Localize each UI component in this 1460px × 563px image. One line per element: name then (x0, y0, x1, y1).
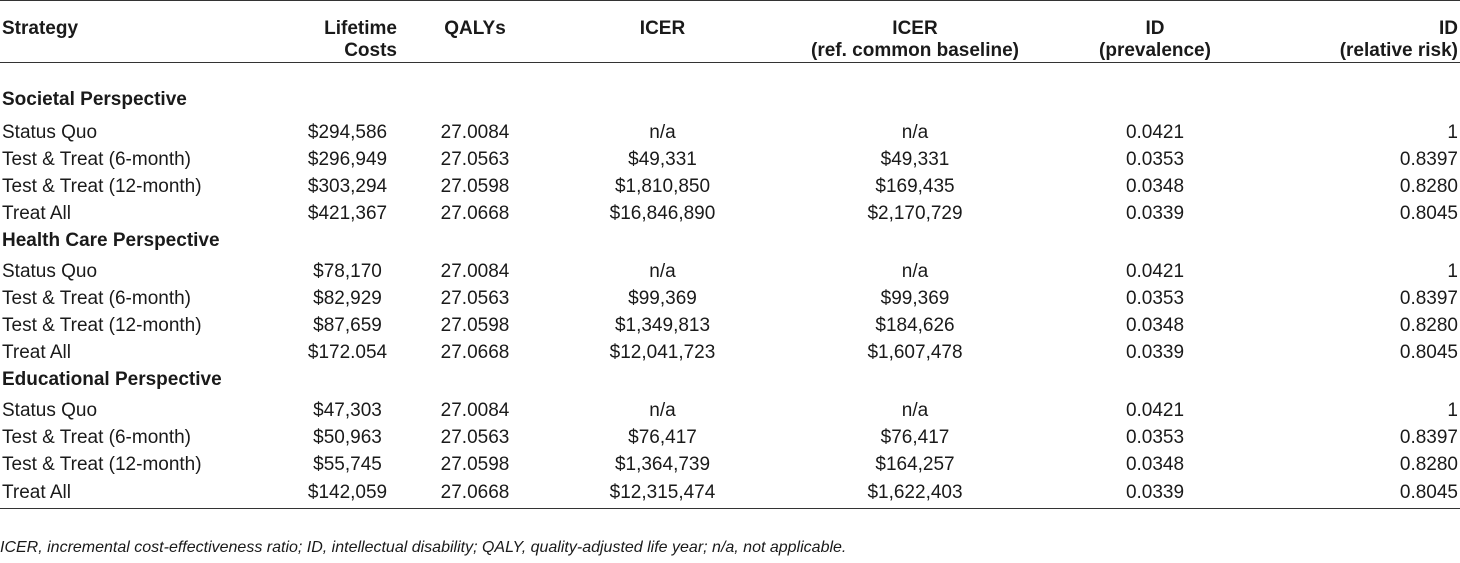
cost-value: $55,745 (313, 453, 382, 475)
lifetime-costs-cell (270, 119, 400, 146)
icer-baseline-cell: $1,622,403 (775, 478, 1055, 509)
lifetime-costs-cell (270, 285, 400, 312)
id-relative-risk-cell: 0.8280 (1399, 453, 1458, 475)
cost-value: $142,059 (307, 482, 388, 503)
strategy-cell: Status Quo (2, 399, 98, 421)
id-prevalence-cell: 0.0339 (1125, 341, 1185, 363)
qalys-cell: 27.0598 (440, 453, 510, 475)
icer-cell: $1,349,813 (614, 314, 711, 336)
header-id-relative-risk: ID (relative risk) (1255, 1, 1460, 63)
icer-cell: $99,369 (628, 287, 697, 309)
strategy-cell: Treat All (2, 341, 71, 363)
section-header-row (0, 366, 1460, 397)
table-row (0, 200, 1460, 227)
header-id-prevalence: ID (prevalence) (1055, 1, 1255, 63)
table-footnote: ICER, incremental cost-effectiveness ratio; ID, intellectual disability; QALY, quality-adjusted life year; n/a, not applicable. (0, 539, 847, 556)
icer-cell: $1,810,850 (614, 175, 711, 197)
strategy-cell: Test & Treat (6-month) (2, 287, 192, 309)
cost-value: $50,963 (313, 426, 382, 448)
cost-value: $82,929 (313, 287, 382, 309)
lifetime-costs-cell (270, 312, 400, 339)
lifetime-costs-cell (270, 258, 400, 285)
strategy-cell: Test & Treat (6-month) (2, 426, 192, 448)
table-row (0, 397, 1460, 424)
icer-cell: $16,846,890 (609, 202, 716, 224)
table-row (0, 312, 1460, 339)
icer-baseline-cell: $184,626 (875, 314, 955, 336)
icer-baseline-cell: $49,331 (880, 148, 950, 170)
strategy-cell: Status Quo (2, 121, 98, 143)
icer-cell: n/a (649, 399, 676, 421)
id-relative-risk-cell: 0.8397 (1399, 287, 1458, 309)
qalys-cell: 27.0563 (440, 426, 510, 448)
icer-cell: $76,417 (628, 426, 697, 448)
qalys-cell: 27.0084 (440, 121, 510, 143)
table-row (0, 146, 1460, 173)
strategy-cell: Test & Treat (12-month) (2, 175, 202, 197)
icer-baseline-cell: $164,257 (875, 453, 955, 475)
qalys-cell: 27.0598 (440, 314, 510, 336)
lifetime-costs-cell (270, 173, 400, 200)
id-relative-risk-cell: 1 (1447, 121, 1458, 143)
cost-value: $294,586 (307, 121, 388, 143)
id-relative-risk-cell: 0.8280 (1399, 314, 1458, 336)
lifetime-costs-cell (270, 339, 400, 366)
id-prevalence-cell: 0.0421 (1125, 399, 1185, 421)
header-icer: ICER (550, 1, 775, 63)
id-prevalence-cell: 0.0339 (1055, 478, 1255, 509)
qalys-cell: 27.0563 (440, 148, 510, 170)
id-relative-risk-cell: 0.8397 (1399, 148, 1458, 170)
qalys-cell: 27.0084 (440, 260, 510, 282)
icer-baseline-cell: $99,369 (880, 287, 950, 309)
cost-value: $303,294 (307, 175, 388, 197)
header-strategy: Strategy (0, 1, 270, 63)
table-row (0, 119, 1460, 146)
icer-cell: $49,331 (628, 148, 697, 170)
table-row (0, 451, 1460, 478)
header-lifetime-costs: Lifetime Costs (270, 1, 400, 63)
icer-cell: $12,041,723 (609, 341, 716, 363)
id-prevalence-cell: 0.0348 (1125, 175, 1185, 197)
icer-cell: n/a (649, 260, 676, 282)
lifetime-costs-cell (270, 424, 400, 451)
section-title: Health Care Perspective (2, 229, 220, 251)
icer-baseline-cell: n/a (901, 260, 929, 282)
icer-cell: $1,364,739 (614, 453, 711, 475)
lifetime-costs-cell (270, 478, 400, 509)
section-title: Educational Perspective (2, 368, 222, 390)
id-relative-risk-cell: 1 (1447, 399, 1458, 421)
id-relative-risk-cell: 0.8045 (1255, 478, 1460, 509)
icer-cell: $12,315,474 (550, 478, 775, 509)
strategy-cell: Status Quo (2, 260, 98, 282)
qalys-cell: 27.0598 (440, 175, 510, 197)
strategy-cell: Treat All (2, 202, 71, 224)
section-title: Societal Perspective (2, 89, 187, 110)
qalys-cell: 27.0084 (440, 399, 510, 421)
section-header-row (0, 63, 1460, 119)
qalys-cell: 27.0563 (440, 287, 510, 309)
table-body (0, 63, 1460, 509)
table-row (0, 339, 1460, 366)
icer-baseline-cell: n/a (901, 121, 929, 143)
id-prevalence-cell: 0.0421 (1125, 121, 1185, 143)
id-prevalence-cell: 0.0353 (1125, 426, 1185, 448)
cost-value: $172.054 (307, 341, 388, 363)
strategy-cell: Test & Treat (6-month) (2, 148, 192, 170)
table-header (0, 1, 1460, 63)
icer-baseline-cell: $2,170,729 (867, 202, 963, 224)
lifetime-costs-cell (270, 451, 400, 478)
qalys-cell: 27.0668 (440, 341, 510, 363)
header-qalys: QALYs (400, 1, 550, 63)
strategy-cell: Test & Treat (12-month) (2, 453, 202, 475)
id-relative-risk-cell: 0.8280 (1399, 175, 1458, 197)
strategy-cell: Test & Treat (12-month) (2, 314, 202, 336)
id-prevalence-cell: 0.0421 (1125, 260, 1185, 282)
table-row (0, 424, 1460, 451)
qalys-cell: 27.0668 (400, 478, 550, 509)
icer-baseline-cell: $169,435 (875, 175, 955, 197)
id-relative-risk-cell: 0.8397 (1399, 426, 1458, 448)
lifetime-costs-cell (270, 397, 400, 424)
cost-value: $421,367 (307, 202, 388, 224)
table-row (0, 478, 1460, 509)
icer-cell: n/a (649, 121, 676, 143)
id-prevalence-cell: 0.0339 (1125, 202, 1185, 224)
strategy-cell: Treat All (0, 478, 270, 509)
id-relative-risk-cell: 1 (1447, 260, 1458, 282)
table-row (0, 173, 1460, 200)
icer-baseline-cell: $76,417 (880, 426, 950, 448)
header-icer-baseline: ICER (ref. common baseline) (775, 1, 1055, 63)
section-header-row (0, 227, 1460, 258)
cost-value: $296,949 (307, 148, 388, 170)
lifetime-costs-cell (270, 200, 400, 227)
id-relative-risk-cell: 0.8045 (1399, 202, 1458, 224)
id-prevalence-cell: 0.0353 (1125, 148, 1185, 170)
table-row (0, 258, 1460, 285)
id-prevalence-cell: 0.0348 (1125, 453, 1185, 475)
id-relative-risk-cell: 0.8045 (1399, 341, 1458, 363)
cost-value: $47,303 (313, 399, 382, 421)
icer-baseline-cell: n/a (901, 399, 929, 421)
qalys-cell: 27.0668 (440, 202, 510, 224)
cost-value: $78,170 (313, 260, 382, 282)
lifetime-costs-cell (270, 146, 400, 173)
table-row (0, 285, 1460, 312)
icer-baseline-cell: $1,607,478 (867, 341, 963, 363)
cost-value: $87,659 (313, 314, 382, 336)
id-prevalence-cell: 0.0348 (1125, 314, 1185, 336)
id-prevalence-cell: 0.0353 (1125, 287, 1185, 309)
